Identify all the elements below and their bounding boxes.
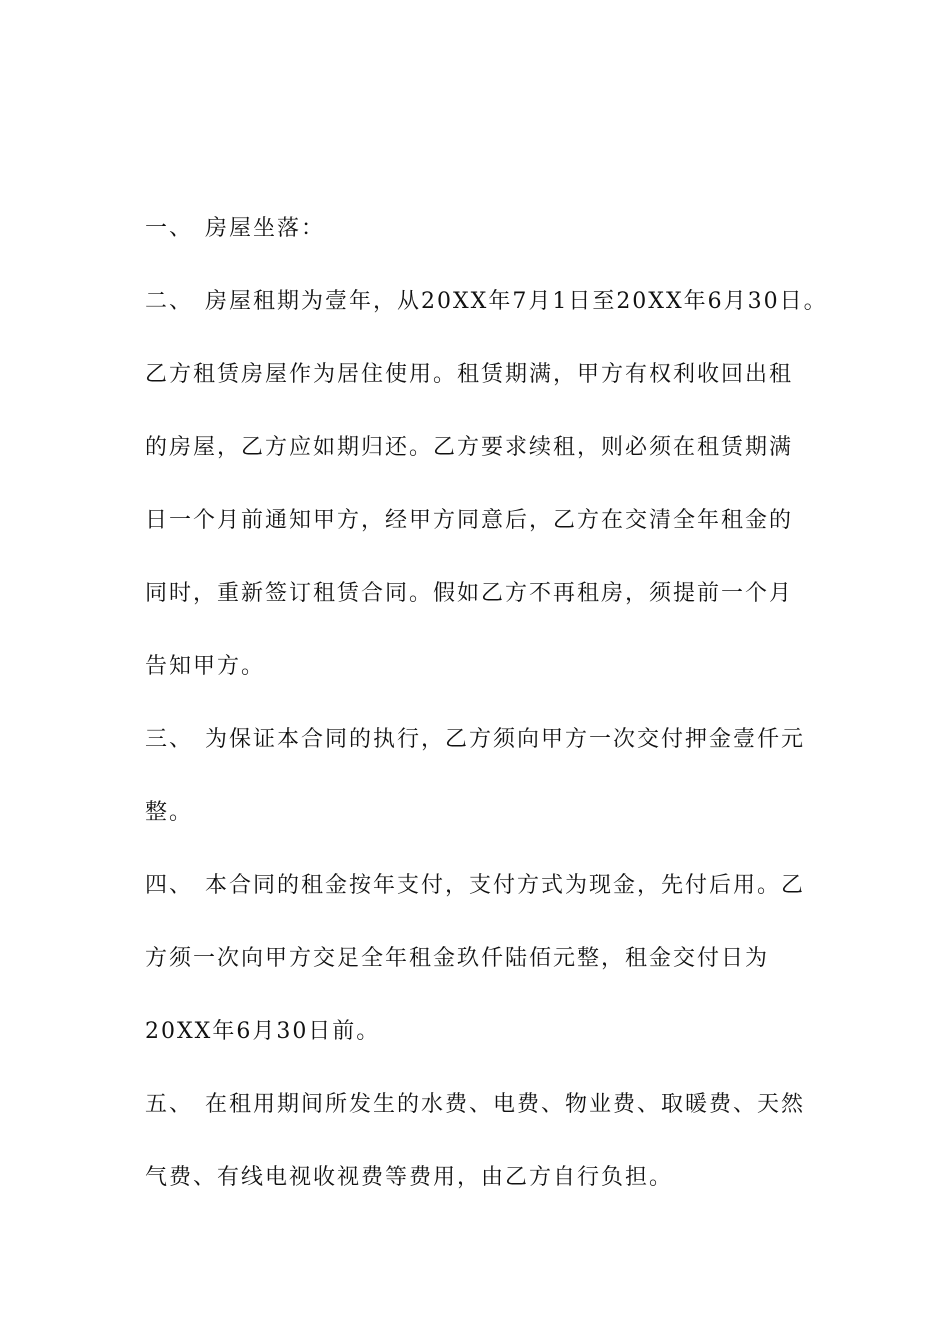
clause-number: 二、 xyxy=(145,289,194,314)
paragraph-text: 日一个月前通知甲方，经甲方同意后，乙方在交清全年租金的 xyxy=(145,508,794,533)
paragraph-text: 的房屋，乙方应如期归还。乙方要求续租，则必须在租赁期满 xyxy=(145,435,794,460)
paragraph-text: 整。 xyxy=(145,800,194,825)
clause-4-line xyxy=(145,871,805,901)
clause-number: 三、 xyxy=(145,727,194,752)
clause-number: 一、 xyxy=(145,216,194,241)
paragraph-line xyxy=(145,360,793,390)
clause-number: 四、 xyxy=(145,873,194,898)
paragraph-line xyxy=(145,433,793,463)
paragraph-line xyxy=(145,506,793,536)
clause-text: 房屋租期为壹年，从20XX年7月1日至20XX年6月30日。 xyxy=(205,289,828,314)
paragraph-line xyxy=(145,798,193,828)
paragraph-text: 20XX年6月30日前。 xyxy=(145,1019,381,1044)
paragraph-text: 方须一次向甲方交足全年租金玖仟陆佰元整，租金交付日为 xyxy=(145,946,770,971)
paragraph-line xyxy=(145,1163,673,1193)
clause-text: 在租用期间所发生的水费、电费、物业费、取暖费、天然 xyxy=(205,1092,806,1117)
clause-1-line xyxy=(145,214,325,244)
clause-2-line xyxy=(145,287,828,317)
paragraph-text: 乙方租赁房屋作为居住使用。租赁期满，甲方有权利收回出租 xyxy=(145,362,794,387)
paragraph-line xyxy=(145,579,793,609)
paragraph-line xyxy=(145,1017,380,1047)
clause-text: 本合同的租金按年支付，支付方式为现金，先付后用。乙 xyxy=(205,873,806,898)
paragraph-text: 同时，重新签订租赁合同。假如乙方不再租房，须提前一个月 xyxy=(145,581,794,606)
paragraph-line xyxy=(145,944,769,974)
paragraph-line xyxy=(145,652,265,682)
paragraph-text: 气费、有线电视收视费等费用，由乙方自行负担。 xyxy=(145,1165,674,1190)
clause-5-line xyxy=(145,1090,805,1120)
paragraph-text: 告知甲方。 xyxy=(145,654,266,679)
clause-text: 房屋坐落： xyxy=(205,216,326,241)
clause-3-line xyxy=(145,725,805,755)
clause-text: 为保证本合同的执行，乙方须向甲方一次交付押金壹仟元 xyxy=(205,727,806,752)
clause-number: 五、 xyxy=(145,1092,194,1117)
